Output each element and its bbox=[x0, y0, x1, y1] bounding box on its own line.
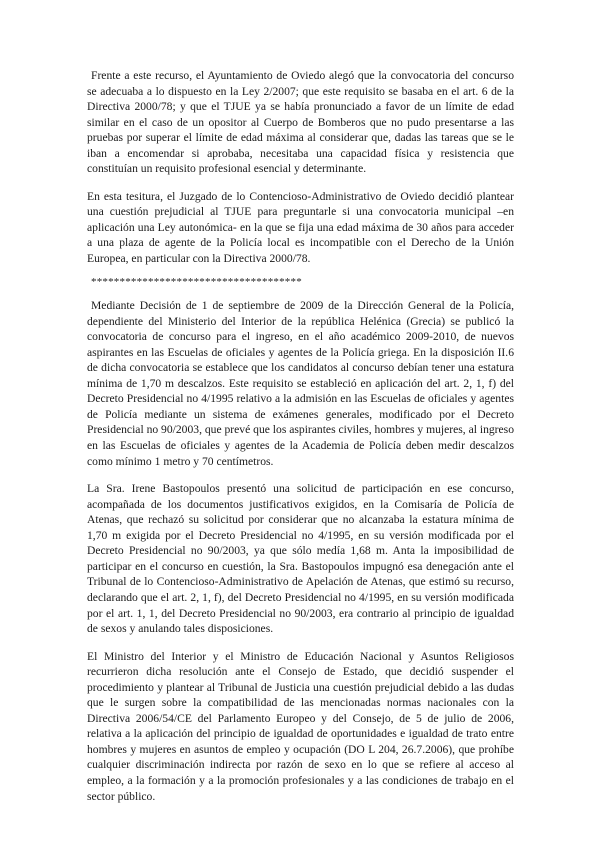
document-page bbox=[87, 68, 514, 804]
section-separator: ************************************* bbox=[91, 275, 302, 288]
paragraph-gap bbox=[87, 177, 514, 189]
paragraph-cuestion-prejudicial: En esta tesitura, el Juzgado de lo Contencioso-Administrativo de Oviedo decidió plantear una cuestión prejudicial al TJUE para preguntarle si una convocatoria municipal –en aplicación una Ley autonómica- en la que se fija una edad máxima de 30 años para acceder a una plaza de agente de la Policía local es incompatible con el Derecho de la Unión Europea, en particular con la Directiva 2000/78. bbox=[87, 189, 514, 266]
paragraph-gap bbox=[87, 469, 514, 481]
paragraph-gap bbox=[87, 267, 514, 275]
paragraph-decision-policia-griega: Mediante Decisión de 1 de septiembre de 2009 de la Dirección General de la Policía, dependiente del Ministerio del Interior de la república Helénica (Grecia) se publicó la convocatoria de concurso para el ingreso, en el año académico 2009-2010, de nuevos aspirantes en las Escuelas de oficiales y agentes de la Policía griega. En la disposición II.6 de dicha convocatoria se establece que los candidatos al concurso debían tener una estatura mínima de 1,70 m descalzos. Este requisito se estableció en aplicación del art. 2, 1, f) del Decreto Presidencial no 4/1995 relativo a la admisión en las Escuelas de oficiales y agentes de Policía mediante un sistema de exámenes generales, modificado por el Decreto Presidencial no 90/2003, que prevé que los aspirantes civiles, hombres y mujeres, al ingreso en las Escuelas de oficiales y agentes de la Academia de Policía deben medir descalzos como mínimo 1 metro y 70 centímetros. bbox=[87, 299, 514, 468]
paragraph-gap bbox=[87, 290, 514, 298]
paragraph-gap bbox=[87, 637, 514, 649]
paragraph-bastopoulos: La Sra. Irene Bastopoulos presentó una solicitud de participación en ese concurso, acompañada de los documentos justificativos exigidos, en la Comisaría de Policía de Atenas, que rechazó su solicitud por considerar que no alcanzaba la estatura mínima de 1,70 m exigida por el Decreto Presidencial no 4/1995, en su versión modificada por el Decreto Presidencial no 90/2003, ya que sólo medía 1,68 m. Anta la imposibilidad de participar en el concurso en cuestión, la Sra. Bastopoulos impugnó esa denegación ante el Tribunal de lo Contencioso-Administrativo de Apelación de Atenas, que estimó su recurso, declarando que el art. 2, 1, f), del Decreto Presidencial no 4/1995, en su versión modificada por el art. 1, 1, del Decreto Presidencial no 90/2003, era contrario al principio de igualdad de sexos y anulando tales disposiciones. bbox=[87, 482, 514, 636]
paragraph-oviedo-recurso: Frente a este recurso, el Ayuntamiento de Oviedo alegó que la convocatoria del concurso se adecuaba a lo dispuesto en la Ley 2/2007; que este requisito se basaba en el art. 6 de la Directiva 2000/78; y que el TJUE ya se había pronunciado a favor de un límite de edad similar en el caso de un opositor al Cuerpo de Bomberos que no pudo presentarse a las pruebas por superar el límite de edad máxima al considerar que, dadas las tareas que se le iban a encomendar si aprobaba, necesitaba una capacidad física y resistencia que constituían un requisito profesional esencial y determinante. bbox=[87, 69, 514, 176]
paragraph-ministro-recurso: El Ministro del Interior y el Ministro de Educación Nacional y Asuntos Religiosos recurrieron dicha resolución ante el Consejo de Estado, que decidió suspender el procedimiento y plantear al Tribunal de Justicia una cuestión prejudicial debido a las dudas que le surgen sobre la compatibilidad de las mencionadas normas nacionales con la Directiva 2006/54/CE del Parlamento Europeo y del Consejo, de 5 de julio de 2006, relativa a la aplicación del principio de igualdad de oportunidades e igualdad de trato entre hombres y mujeres en asuntos de empleo y ocupación (DO L 204, 26.7.2006), que prohíbe cualquier discriminación indirecta por razón de sexo en lo que se refiere al acceso al empleo, a la formación y a la promoción profesionales y a las condiciones de trabajo en el sector público. bbox=[87, 649, 514, 803]
